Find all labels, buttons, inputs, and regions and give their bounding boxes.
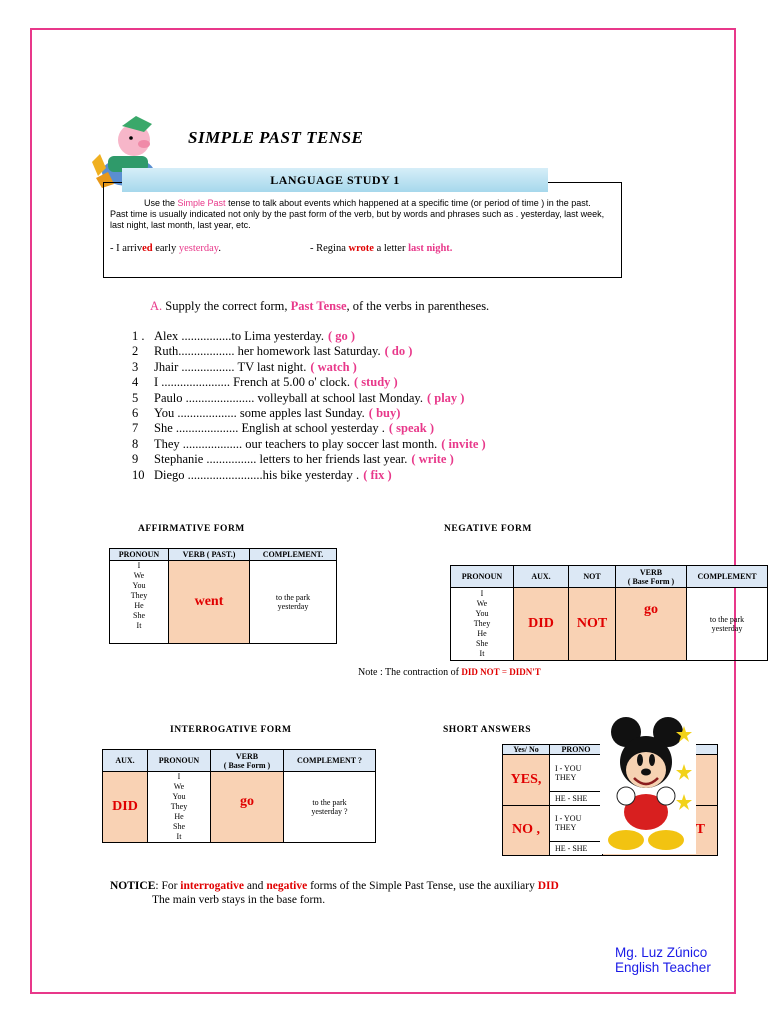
int-verb: go <box>211 772 284 843</box>
exercise-item <box>132 375 486 390</box>
int-pronoun: It <box>176 832 182 841</box>
sa-yes-pronouns-2: HE - SHE <box>550 791 603 805</box>
note-did-not: DID NOT <box>461 667 500 677</box>
int-aux: DID <box>103 772 148 843</box>
interrogative-title: INTERROGATIVE FORM <box>170 725 292 735</box>
int-pronoun: He <box>174 812 184 821</box>
instruction-highlight: Past Tense <box>290 299 347 313</box>
language-study-banner: LANGUAGE STUDY 1 <box>122 168 548 192</box>
affirmative-title: AFFIRMATIVE FORM <box>138 524 245 534</box>
interrogative-table <box>102 749 376 843</box>
intro-p1-b: tense to talk about events which happened at a specific time (or period of time ) in the past. <box>225 198 591 208</box>
exercise-number: 5 <box>132 390 139 405</box>
notice-interrogative: interrogative <box>180 880 244 892</box>
neg-complement <box>687 588 768 661</box>
neg-pronoun: We <box>476 599 488 608</box>
neg-header-not: NOT <box>569 566 616 588</box>
aff-verb: went <box>169 561 250 644</box>
intro-p1-a: Use the <box>144 198 178 208</box>
note-eq: = <box>499 667 510 677</box>
short-answers-title: SHORT ANSWERS <box>443 725 532 735</box>
sa-pronoun: THEY <box>555 772 577 782</box>
neg-header-aux: AUX. <box>514 566 569 588</box>
sa-pronoun: THEY <box>555 823 577 833</box>
int-complement <box>284 772 376 843</box>
int-complement-2: yesterday ? <box>311 807 348 816</box>
int-pronoun: They <box>170 802 188 811</box>
exercise-list <box>132 329 486 483</box>
notice-and: and <box>243 880 267 892</box>
neg-header-verb-2: ( Base Form ) <box>627 576 675 586</box>
sa-header-pronoun: PRONO <box>550 745 603 755</box>
notice-label: NOTICE <box>110 880 156 892</box>
aff-pronoun: You <box>132 581 146 590</box>
sa-pronoun: I - YOU <box>555 763 582 773</box>
note-label: Note : The contraction of <box>358 667 462 678</box>
exercise-text: You ................... some apples last Sunday. <box>154 406 365 421</box>
int-pronoun: We <box>173 782 185 791</box>
exercise-text: I ...................... French at 5.00 o' clock. <box>154 375 350 390</box>
sa-pronoun: I - YOU <box>555 814 582 824</box>
note-didnt: DIDN'T <box>509 667 541 677</box>
aff-complement <box>250 561 337 644</box>
sa-no-answer: T <box>603 805 718 856</box>
aff-pronoun: She <box>133 611 145 620</box>
neg-complement-2: yesterday <box>711 624 743 633</box>
example-2-time: last night. <box>408 243 453 254</box>
affirmative-table <box>109 548 337 644</box>
example-1-a: - I arriv <box>110 243 143 254</box>
signature <box>615 945 711 975</box>
example-2-b: a letter <box>373 243 409 254</box>
neg-pronoun: He <box>477 629 487 638</box>
exercise-text: Paulo ...................... volleyball at school last Monday. <box>154 390 423 405</box>
neg-pronoun: It <box>479 649 485 658</box>
exercise-number: 7 <box>132 421 139 436</box>
intro-p2: Past time is usually indicated not only by the past form of the verb, but by words and phrases such as . yesterday, last week, last night, last month, last year, etc. <box>110 209 605 230</box>
exercise-verb: ( fix ) <box>363 467 392 482</box>
sa-no-pronouns-1 <box>550 805 603 842</box>
int-header-aux: AUX. <box>103 750 148 772</box>
sa-no-pronouns-2: HE - SHE <box>550 842 603 856</box>
instruction-text-a: Supply the correct form, <box>162 299 291 313</box>
exercise-verb: ( study ) <box>353 375 398 390</box>
aff-header-complement: COMPLEMENT. <box>250 549 337 561</box>
example-1-b: early <box>152 243 179 254</box>
contraction-note <box>358 667 541 678</box>
aff-pronoun: He <box>134 601 144 610</box>
exercise-verb: ( watch ) <box>310 359 357 374</box>
exercise-text: She .................... English at school yesterday . <box>154 421 385 436</box>
int-complement-1: to the park <box>312 798 347 807</box>
instruction-letter: A. <box>150 299 163 313</box>
exercise-number: 3 <box>132 359 139 374</box>
neg-header-verb-1: VERB <box>639 567 663 577</box>
intro-text <box>110 198 612 231</box>
instruction-text-b: , of the verbs in parentheses. <box>346 299 490 313</box>
example-1-end: . <box>218 243 222 254</box>
aff-pronoun: It <box>136 621 142 630</box>
exercise-item <box>132 421 486 436</box>
negative-title: NEGATIVE FORM <box>444 524 532 534</box>
neg-pronoun: I <box>480 589 484 598</box>
exercise-number: 8 <box>132 436 139 451</box>
exercise-number: 10 <box>132 467 145 482</box>
exercise-number: 4 <box>132 375 139 390</box>
neg-header-pronoun: PRONOUN <box>451 566 514 588</box>
neg-pronoun: She <box>476 639 488 648</box>
exercise-item <box>132 391 486 406</box>
aff-pronoun: We <box>133 571 145 580</box>
exercise-item <box>132 437 486 452</box>
aff-header-verb: VERB ( PAST.) <box>169 549 250 561</box>
negative-table <box>450 565 768 661</box>
aff-header-pronoun: PRONOUN <box>110 549 169 561</box>
aff-complement-2: yesterday <box>277 602 309 611</box>
int-header-pronoun: PRONOUN <box>148 750 211 772</box>
exercise-text: Alex ................to Lima yesterday. <box>154 329 324 343</box>
neg-pronouns <box>451 588 514 661</box>
sa-header-yesno: Yes/ No <box>503 745 550 755</box>
exercise-verb: ( buy) <box>368 406 401 421</box>
int-pronouns <box>148 772 211 843</box>
exercise-text: Ruth.................. her homework last Saturday. <box>154 344 381 359</box>
neg-aux: DID <box>514 588 569 661</box>
exercise-verb: ( play ) <box>426 390 465 405</box>
neg-pronoun: They <box>473 619 491 628</box>
exercise-verb: ( do ) <box>384 344 413 359</box>
exercise-text: They ................... our teachers to play soccer last month. <box>154 436 438 451</box>
neg-not: NOT <box>569 588 616 661</box>
neg-header-verb <box>616 566 687 588</box>
exercise-number: 6 <box>132 406 139 421</box>
aff-complement-1: to the park <box>275 593 311 602</box>
notice-did: DID <box>537 880 559 892</box>
sa-yes: YES, <box>503 755 550 806</box>
example-1 <box>110 243 221 254</box>
example-2 <box>310 243 452 254</box>
example-1-time: yesterday <box>178 243 219 254</box>
example-2-a: - Regina <box>310 243 349 254</box>
sa-yes-pronouns-1 <box>550 755 603 792</box>
int-pronoun: She <box>173 822 185 831</box>
int-pronoun: You <box>172 792 186 801</box>
exercise-item <box>132 406 486 421</box>
aff-pronoun: I <box>137 561 141 570</box>
exercise-number: 2 <box>132 344 139 359</box>
exercise-verb: ( speak ) <box>388 421 435 436</box>
notice <box>110 879 559 907</box>
exercise-item <box>132 468 486 483</box>
neg-verb: go <box>616 588 687 661</box>
page-title: SIMPLE PAST TENSE <box>188 128 364 147</box>
int-header-verb <box>211 750 284 772</box>
int-header-verb-1: VERB <box>235 751 259 761</box>
exercise-text: Stephanie ................ letters to her friends last year. <box>154 452 408 467</box>
example-1-ed: ed <box>142 243 153 254</box>
signature-name: Mg. Luz Zúnico <box>615 945 708 960</box>
aff-pronouns <box>110 561 169 644</box>
sa-no: NO , <box>503 805 550 856</box>
exercise-item <box>132 452 486 467</box>
aff-pronoun: They <box>130 591 148 600</box>
neg-pronoun: You <box>475 609 489 618</box>
exercise-instruction <box>150 299 489 314</box>
example-2-verb: wrote <box>348 243 374 254</box>
signature-role: English Teacher <box>615 960 711 975</box>
neg-header-complement: COMPLEMENT <box>687 566 768 588</box>
int-header-verb-2: ( Base Form ) <box>223 760 271 770</box>
exercise-item <box>132 360 486 375</box>
mickey-illustration <box>600 712 696 854</box>
notice-text-b: forms of the Simple Past Tense, use the auxiliary <box>307 880 538 892</box>
exercise-text: Diego ........................his bike yesterday . <box>154 467 360 482</box>
intro-highlight: Simple Past <box>177 198 226 208</box>
exercise-number: 1 . <box>132 329 145 343</box>
notice-text-a: : For <box>155 880 181 892</box>
exercise-item <box>132 329 486 344</box>
exercise-verb: ( go ) <box>327 329 356 343</box>
exercise-verb: ( write ) <box>411 452 454 467</box>
exercise-text: Jhair ................. TV last night. <box>154 359 307 374</box>
exercise-item <box>132 344 486 359</box>
notice-line2: The main verb stays in the base form. <box>152 894 326 906</box>
exercise-verb: ( invite ) <box>441 436 486 451</box>
exercise-number: 9 <box>132 452 139 467</box>
notice-negative: negative <box>266 880 308 892</box>
int-header-complement: COMPLEMENT ? <box>284 750 376 772</box>
int-pronoun: I <box>177 772 181 781</box>
neg-complement-1: to the park <box>709 615 745 624</box>
